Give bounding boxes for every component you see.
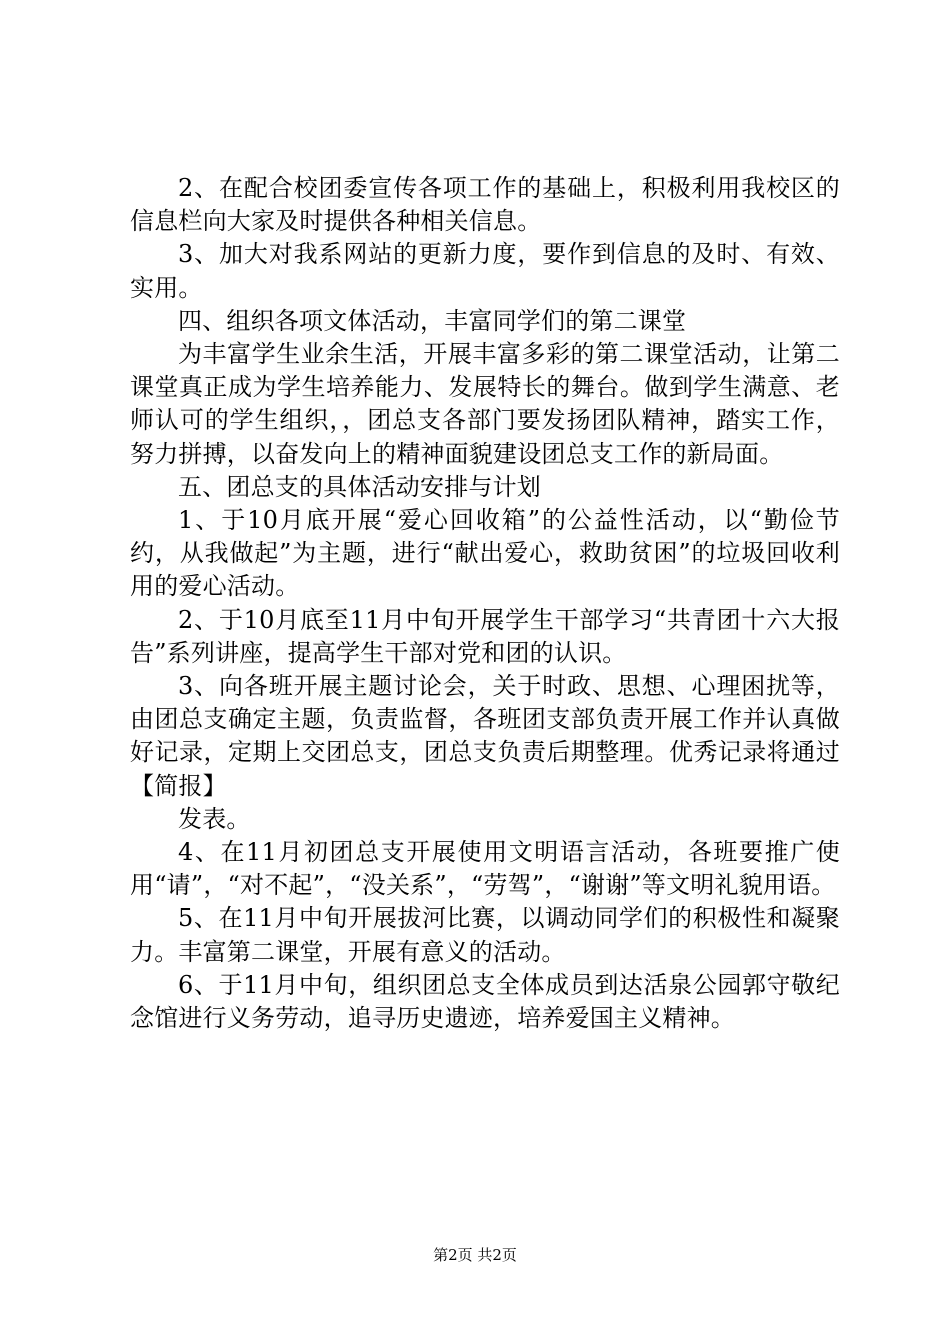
document-body <box>130 172 840 1035</box>
section-heading-5: 五、团总支的具体活动安排与计划 <box>178 472 541 501</box>
page-number-indicator: 第2页 共2页 <box>433 1246 517 1264</box>
activity-item-5: 5、在11月中旬开展拔河比赛，以调动同学们的积极性和凝聚力。丰富第二课堂，开展有意义的活动。 <box>130 904 840 966</box>
paragraph-item-3: 3、加大对我系网站的更新力度，要作到信息的及时、有效、实用。 <box>130 240 840 302</box>
activity-item-2: 2、于10月底至11月中旬开展学生干部学习“共青团十六大报告”系列讲座，提高学生干部对党和团的认识。 <box>130 605 840 667</box>
section-heading-4: 四、组织各项文体活动，丰富同学们的第二课堂 <box>178 306 687 335</box>
activity-item-1: 1、于10月底开展“爱心回收箱”的公益性活动，以“勤俭节约，从我做起”为主题，进行“献出爱心，救助贫困”的垃圾回收利用的爱心活动。 <box>130 506 840 601</box>
paragraph-item-2: 2、在配合校团委宣传各项工作的基础上，积极利用我校区的信息栏向大家及时提供各种相关信息。 <box>130 174 840 236</box>
page-footer <box>0 1245 950 1265</box>
activity-item-3: 3、向各班开展主题讨论会，关于时政、思想、心理困扰等，由团总支确定主题，负责监督，各班团支部负责开展工作并认真做好记录，定期上交团总支，团总支负责后期整理。优秀记录将通过【简报】 <box>130 672 840 800</box>
section-4-paragraph: 为丰富学生业余生活，开展丰富多彩的第二课堂活动，让第二课堂真正成为学生培养能力、发展特长的舞台。做到学生满意、老师认可的学生组织，，团总支各部门要发扬团队精神，踏实工作，努力拼搏，以奋发向上的精神面貌建设团总支工作的新局面。 <box>130 340 840 468</box>
activity-item-6: 6、于11月中旬，组织团总支全体成员到达活泉公园郭守敬纪念馆进行义务劳动，追寻历史遗迹，培养爱国主义精神。 <box>130 970 840 1033</box>
activity-item-4: 4、在11月初团总支开展使用文明语言活动，各班要推广使用“请”，“对不起”，“没关系”，“劳驾”，“谢谢”等文明礼貌用语。 <box>130 838 840 900</box>
activity-item-3-continuation: 发表。 <box>178 804 251 833</box>
